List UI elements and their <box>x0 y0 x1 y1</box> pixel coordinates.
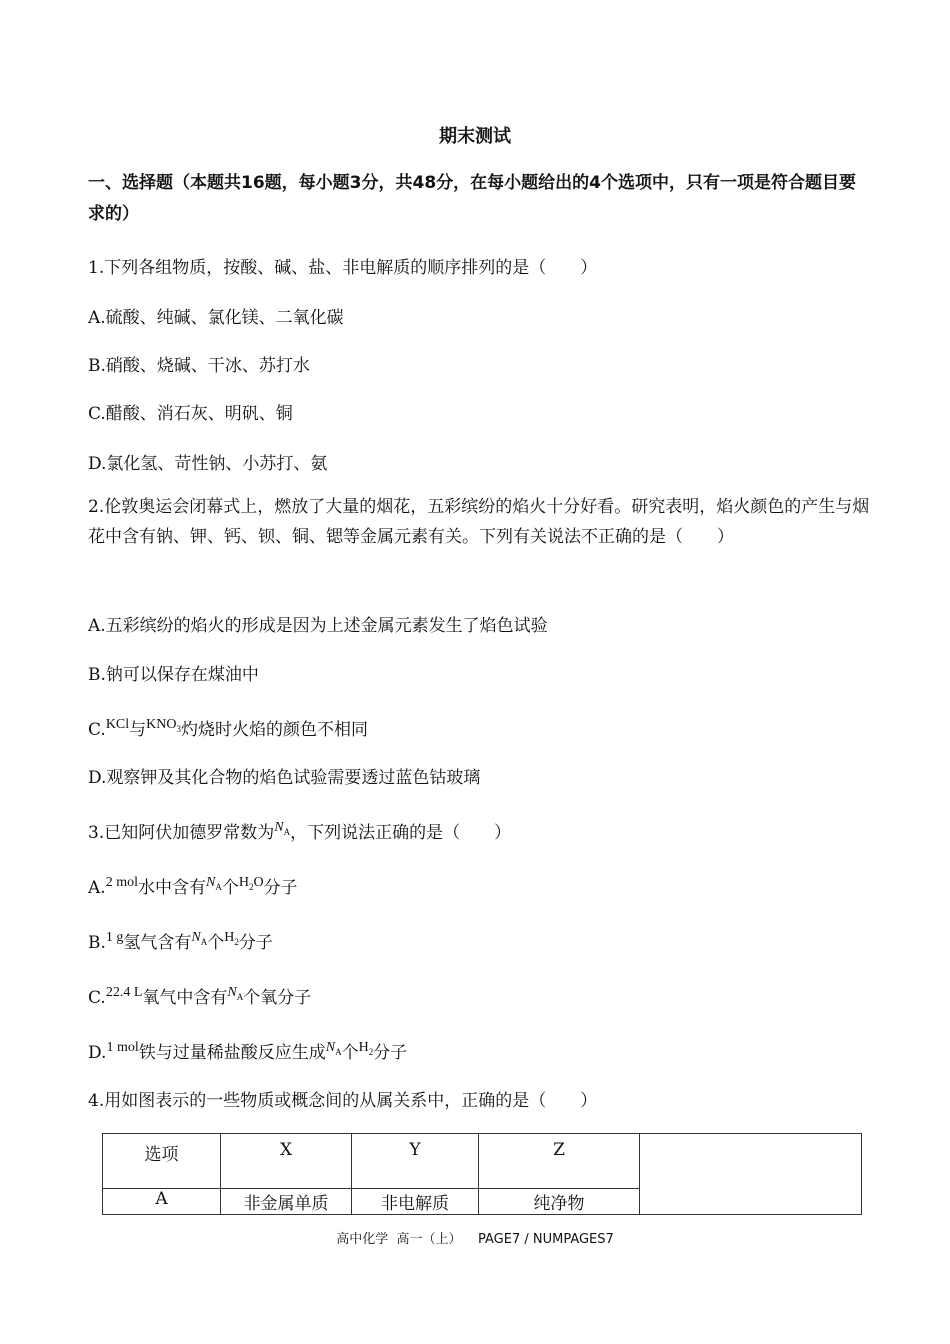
formula-amount: 2 mol <box>105 875 138 890</box>
option-text: 分子 <box>373 1043 408 1063</box>
question-3-option-a <box>88 873 868 898</box>
option-label: C. <box>88 720 106 740</box>
symbol-na: N <box>205 875 216 890</box>
table-cell: 纯净物 <box>479 1189 640 1215</box>
symbol-subscript: A <box>283 827 291 837</box>
formula-subscript: 3 <box>176 724 181 734</box>
question-3-stem <box>88 818 868 843</box>
formula-subscript: 2 <box>248 882 254 892</box>
question-4-stem: 4.用如图表示的一些物质或概念间的从属关系中，正确的是（ ） <box>88 1091 598 1111</box>
symbol-na: N <box>191 930 201 945</box>
symbol-subscript: A <box>200 937 208 947</box>
page-title: 期末测试 <box>439 126 511 147</box>
option-text: 氧气中含有 <box>142 988 228 1008</box>
table-figure-cell <box>640 1134 862 1215</box>
question-1-option-b: B.硝酸、烧碱、干冰、苏打水 <box>88 356 310 376</box>
symbol-na: N <box>227 985 237 1000</box>
question-2-option-a: A.五彩缤纷的焰火的形成是因为上述金属元素发生了焰色试验 <box>88 616 548 636</box>
formula-subscript: 2 <box>368 1047 374 1057</box>
option-text: 与 <box>129 720 147 740</box>
option-text: 个 <box>221 878 239 898</box>
symbol-subscript: A <box>215 882 222 892</box>
table-cell: 非金属单质 <box>221 1189 352 1215</box>
stem-text: ，下列说法正确的是（ ） <box>290 823 512 843</box>
formula-h2: H <box>224 930 235 945</box>
formula-kcl: KCl <box>105 717 130 732</box>
question-2-option-c <box>88 715 868 740</box>
option-text: 水中含有 <box>137 878 206 898</box>
formula-subscript: 2 <box>234 937 239 947</box>
question-2-option-d: D.观察钾及其化合物的焰色试验需要透过蓝色钴玻璃 <box>88 768 481 788</box>
question-1-stem: 1.下列各组物质，按酸、碱、盐、非电解质的顺序排列的是（ ） <box>88 258 598 278</box>
option-text: 个 <box>207 933 225 953</box>
symbol-subscript: A <box>236 992 244 1002</box>
question-1-option-c: C.醋酸、消石灰、明矾、铜 <box>88 404 293 424</box>
option-label: D. <box>88 1043 107 1063</box>
table-cell: 非电解质 <box>352 1189 479 1215</box>
option-text: 分子 <box>238 933 273 953</box>
formula-h2o: H <box>238 875 249 890</box>
question-1-option-d: D.氯化氢、苛性钠、小苏打、氨 <box>88 454 328 474</box>
table-header-cell: X <box>221 1134 352 1189</box>
table-header-cell: 选项 <box>103 1134 221 1189</box>
formula-h2o-tail: O <box>253 875 264 890</box>
question-3-option-b <box>88 928 868 953</box>
section-heading: 一、选择题（本题共16题，每小题3分，共48分，在每小题给出的4个选项中，只有一项是符合题目要求的） <box>88 173 856 224</box>
option-label: C. <box>88 988 106 1008</box>
question-2-stem: 2.伦敦奥运会闭幕式上，燃放了大量的烟花，五彩缤纷的焰火十分好看。研究表明，焰火颜色的产生与烟花中含有钠、钾、钙、钡、铜、锶等金属元素有关。下列有关说法不正确的是（ ） <box>88 497 870 547</box>
table-cell: A <box>103 1189 221 1215</box>
formula-volume: 22.4 L <box>105 985 143 1000</box>
option-text: 灼烧时火焰的颜色不相同 <box>181 720 368 740</box>
answer-table <box>102 1133 862 1215</box>
table-header-row <box>103 1134 862 1189</box>
formula-mass: 1 g <box>105 930 124 945</box>
stem-text: 3.已知阿伏加德罗常数为 <box>88 823 275 843</box>
question-3-option-c <box>88 983 868 1008</box>
option-text: 个 <box>341 1043 359 1063</box>
option-label: A. <box>88 878 106 898</box>
table-header-cell: Z <box>479 1134 640 1189</box>
option-text: 氢气含有 <box>123 933 192 953</box>
formula-amount: 1 mol <box>106 1040 139 1055</box>
symbol-na: N <box>274 820 284 835</box>
symbol-na: N <box>325 1040 336 1055</box>
page-footer: 高中化学 高一（上） PAGE7 / NUMPAGES7 <box>336 1232 614 1247</box>
option-text: 铁与过量稀盐酸反应生成 <box>138 1043 326 1063</box>
option-label: B. <box>88 933 106 953</box>
formula-h2: H <box>358 1040 369 1055</box>
symbol-subscript: A <box>335 1047 342 1057</box>
question-2-option-b: B.钠可以保存在煤油中 <box>88 665 259 685</box>
question-3-option-d <box>88 1038 868 1063</box>
option-text: 分子 <box>263 878 298 898</box>
question-1-option-a: A.硫酸、纯碱、氯化镁、二氧化碳 <box>88 308 344 328</box>
option-text: 个氧分子 <box>243 988 312 1008</box>
formula-kno3: KNO <box>146 717 177 732</box>
table-header-cell: Y <box>352 1134 479 1189</box>
